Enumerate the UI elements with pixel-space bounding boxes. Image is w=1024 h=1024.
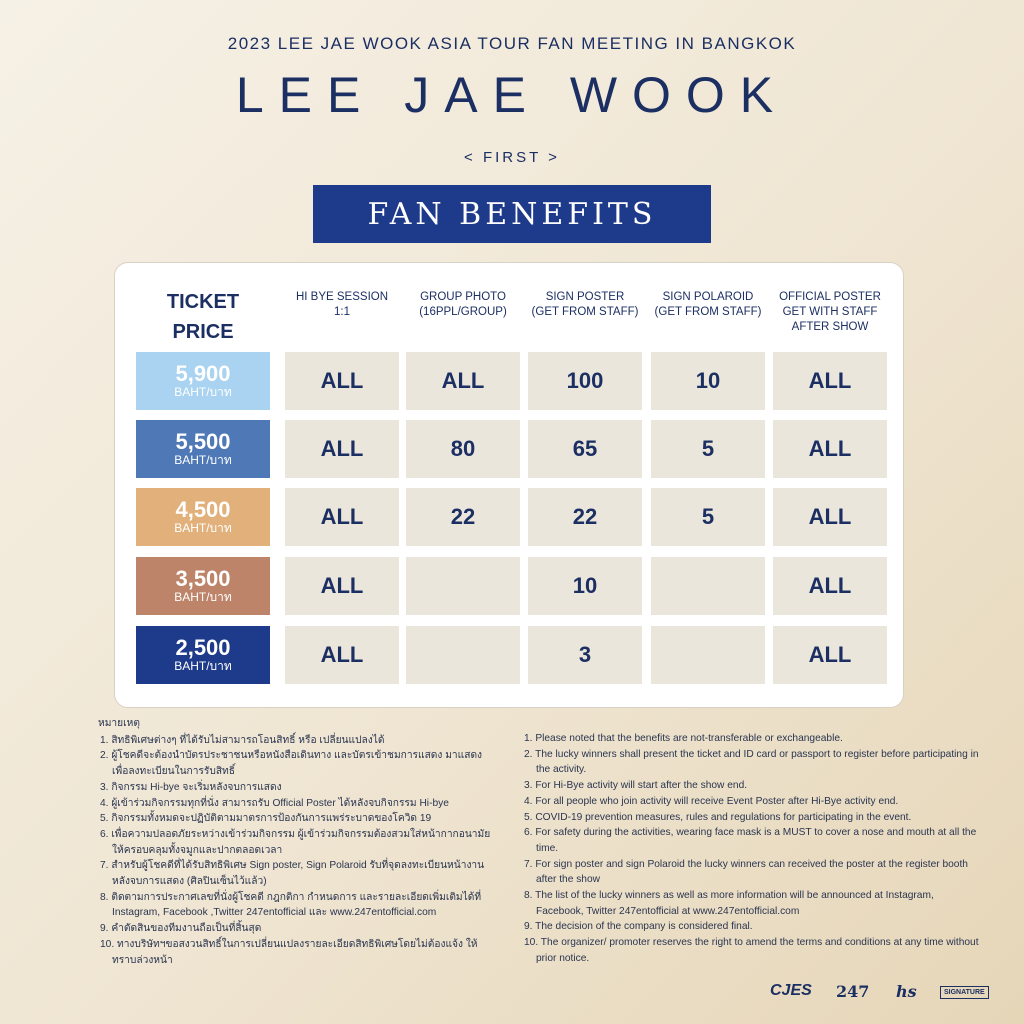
note-item: 2. The lucky winners shall present the ticket and ID card or passport to register before participating in the activity. [524,748,979,776]
logo-247: 247 [836,982,870,1001]
english-notes [522,731,982,967]
logo-signature: SIGNATURE [940,986,989,999]
note-item: 4. ผู้เข้าร่วมกิจกรรมทุกที่นั่ง สามารถรับ Official Poster ได้หลังจบกิจกรรม Hi-bye [100,797,449,809]
note-item: 8. ติดตามการประกาศเลขที่นั่งผู้โชคดี กฎกติกา กำหนดการ และรายละเอียดเพิ่มเติมได้ที่ Instagram, Facebook ,Twitter 247entofficial และ www.247entofficial.com [100,891,482,919]
benefit-cell: 5 [651,488,765,546]
note-item: 6. For safety during the activities, wearing face mask is a MUST to cover a nose and mouth at all the time. [524,827,977,854]
thai-notes [98,716,498,968]
logo-hs: hs [896,982,917,1001]
benefit-cell: ALL [773,352,887,410]
benefit-cell: 5 [651,420,765,478]
benefit-cell: ALL [773,420,887,478]
price-amount: 5,900 [175,361,231,386]
note-item: 3. For Hi-Bye activity will start after the show end. [524,780,748,792]
price-unit: BAHT/บาท [174,453,232,467]
benefit-cell: ALL [406,352,520,410]
benefit-cell: 100 [528,352,642,410]
price-unit: BAHT/บาท [174,590,232,604]
ticket-price-badge [136,557,270,615]
price-unit: BAHT/บาท [174,521,232,535]
fan-benefits-banner [313,185,711,243]
note-item: 10. The organizer/ promoter reserves the right to amend the terms and conditions at any time without prior notice. [524,937,979,964]
ticket-price-header: TICKET PRICE [166,291,240,343]
benefit-cell: ALL [285,557,399,615]
benefit-cell: 65 [528,420,642,478]
benefit-cell: 10 [528,557,642,615]
artist-title: LEE JAE WOOK [235,67,789,123]
column-header: SIGN POLAROID (GET FROM STAFF) [654,291,762,318]
benefit-cell: ALL [285,626,399,684]
price-unit: BAHT/บาท [174,659,232,673]
column-header: GROUP PHOTO (16PPL/GROUP) [419,291,507,318]
benefit-cell: 10 [651,352,765,410]
note-item: 3. กิจกรรม Hi-bye จะเริ่มหลังจบการแสดง [100,781,282,793]
benefit-cell: 22 [528,488,642,546]
note-item: 4. For all people who join activity will receive Event Poster after Hi-Bye activity end. [524,795,899,807]
benefit-cell: ALL [285,488,399,546]
note-item: 8. The list of the lucky winners as well as more information will be announced at Instagram, Facebook, Twitter 247entofficial at www.247entofficial.com [524,890,934,917]
column-header: HI BYE SESSION 1:1 [295,291,389,318]
note-item: 1. Please noted that the benefits are not-transferable or exchangeable. [524,733,843,744]
price-amount: 2,500 [175,635,231,660]
benefit-cell: 22 [406,488,520,546]
benefit-cell: ALL [285,352,399,410]
benefit-cell: ALL [773,488,887,546]
note-item: 7. สำหรับผู้โชคดีที่ได้รับสิทธิพิเศษ Sign poster, Sign Polaroid รับที่จุดลงทะเบียนหน้างาน หลังจบการแสดง (ศิลปินเซ็นไว้แล้ว) [100,860,485,888]
price-unit: BAHT/บาท [174,385,232,399]
banner-label: FAN BENEFITS [367,196,657,232]
ticket-price-badge [136,626,270,684]
note-item: 6. เพื่อความปลอดภัยระหว่างเข้าร่วมกิจกรรม ผู้เข้าร่วมกิจกรรมต้องสวมใส่หน้ากากอนามัย ให้ครอบคลุมทั้งจมูกและปากตลอดเวลา [100,828,491,856]
benefit-cell [406,557,520,615]
ticket-price-badge [136,352,270,410]
price-amount: 5,500 [175,429,231,454]
tour-name: < FIRST > [464,149,560,166]
event-subtitle: 2023 LEE JAE WOOK ASIA TOUR FAN MEETING IN BANGKOK [227,34,797,53]
ticket-price-badge [136,488,270,546]
note-item: 5. กิจกรรมทั้งหมดจะปฏิบัติตามมาตรการป้องกันการแพร่ระบาดของโควิด 19 [100,813,432,825]
note-item: 7. For sign poster and sign Polaroid the lucky winners can received the poster at the register booth after the show [524,858,968,886]
note-item: 10. ทางบริษัทฯขอสงวนสิทธิ์ในการเปลี่ยนแปลงรายละเอียดสิทธิพิเศษโดยไม่ต้องแจ้ง ให้ทราบล่วงหน้า [100,938,478,966]
note-item: 9. คำตัดสินของทีมงานถือเป็นที่สิ้นสุด [100,923,262,935]
ticket-price-badge [136,420,270,478]
benefit-cell [406,626,520,684]
note-item: 2. ผู้โชคดีจะต้องนำบัตรประชาชนหรือหนังสือเดินทาง และบัตรเข้าชมการแสดง มาแสดงเพื่อลงทะเบียนในการรับสิทธิ์ [100,750,483,778]
notes-title: หมายเหตุ [98,718,140,729]
benefit-cell: 3 [528,626,642,684]
note-item: 9. The decision of the company is considered final. [524,921,753,933]
benefit-cell: ALL [285,420,399,478]
column-header: SIGN POSTER (GET FROM STAFF) [531,291,639,318]
note-item: 5. COVID-19 prevention measures, rules and regulations for participating in the event. [524,811,912,823]
column-header: OFFICIAL POSTER GET WITH STAFF AFTER SHOW [779,291,881,333]
price-amount: 4,500 [175,497,231,522]
price-amount: 3,500 [175,566,231,591]
benefit-cell [651,626,765,684]
benefit-cell: ALL [773,626,887,684]
benefit-cell: ALL [773,557,887,615]
benefit-cell [651,557,765,615]
logo-cjes: CJES [770,982,812,999]
note-item: 1. สิทธิพิเศษต่างๆ ที่ได้รับไม่สามารถโอนสิทธิ์ หรือ เปลี่ยนแปลงได้ [100,734,385,746]
benefit-cell: 80 [406,420,520,478]
